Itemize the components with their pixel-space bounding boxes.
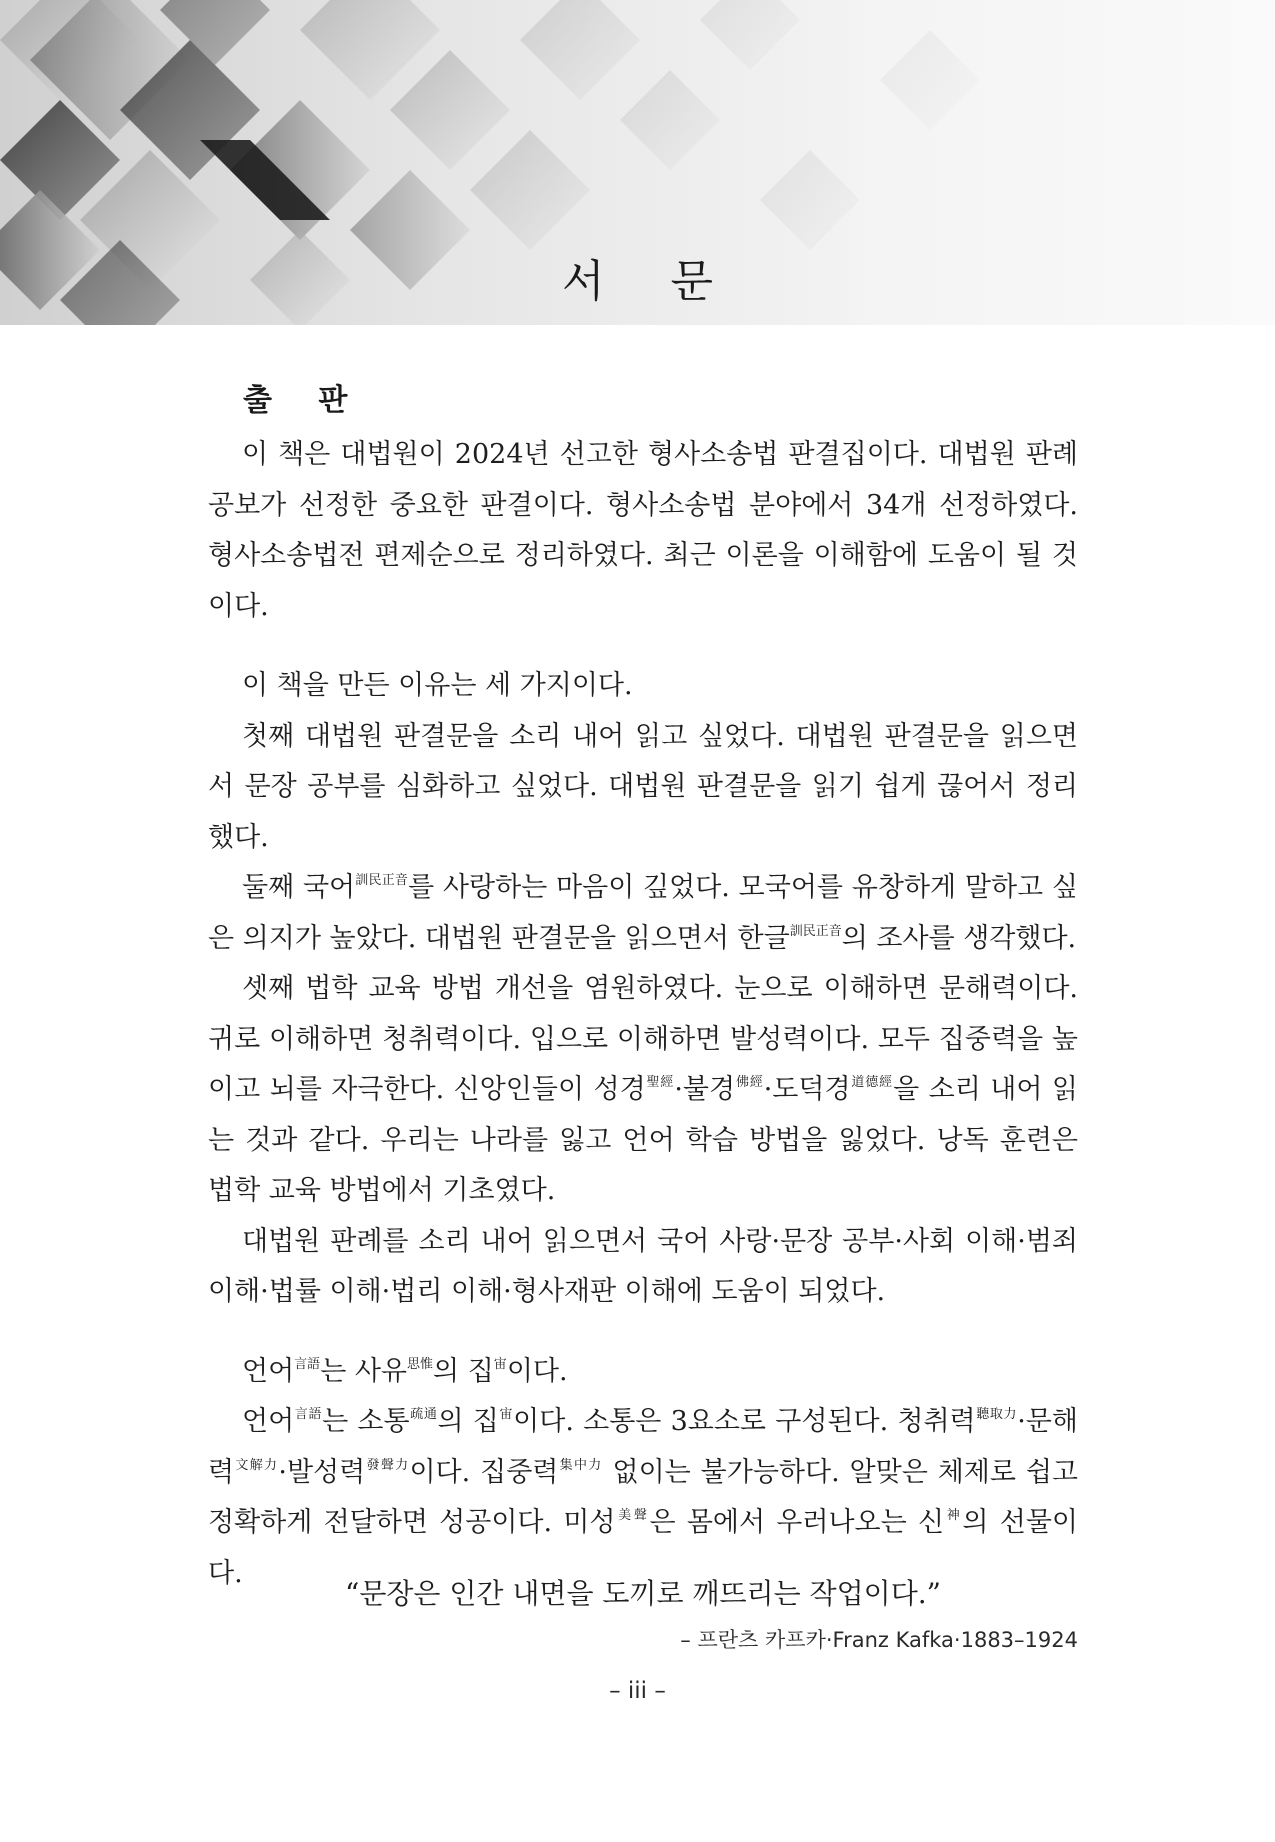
quote-attribution: – 프란츠 카프카·Franz Kafka·1883–1924 xyxy=(680,1628,1078,1652)
header-banner xyxy=(0,0,1275,325)
hanja-annotation: 宙 xyxy=(498,1407,514,1422)
paragraph-reason-second: 둘째 국어$^{訓民正音}$를 사랑하는 마음이 깊었다. 모국어를 유창하게 말하고 싶은 의지가 높았다. 대법원 판결문을 읽으면서 한글$^{訓民正音}$의 조사를 생각했다. xyxy=(208,872,1078,954)
hanja-annotation: 發聲力 xyxy=(365,1457,410,1473)
hanja-annotation: 訓民正音 xyxy=(789,923,842,939)
hanja-annotation: 言語 xyxy=(294,1407,323,1422)
hanja-annotation: 神 xyxy=(944,1508,963,1523)
paragraph-language-thought: 언어$^{言語}$는 사유$^{思惟}$의 집$^宙$이다. xyxy=(242,1355,568,1387)
paragraph-language-communication: 언어$^{言語}$는 소통$^{疏通}$의 집$^宙$이다. 소통은 3요소로 구성된다. 청취력$^{聽取力}$·문해력$^{文解力}$·발성력$^{發聲力}$이다. 집중력$^{集中力}$ 없이는 불가능하다. 알맞은 체제로 쉽고 정확하게 전달하면 성공이다. 미성$^{美聲}$은 몸에서 우러나오는 신$^神$의 선물이다. xyxy=(208,1406,1078,1589)
hanja-annotation: 聖經 xyxy=(645,1075,675,1090)
page-title: 서 문 xyxy=(562,256,739,307)
hanja-annotation: 疏通 xyxy=(409,1407,438,1422)
page-number: – iii – xyxy=(609,1678,666,1704)
hanja-annotation: 訓民正音 xyxy=(355,873,409,888)
hanja-annotation: 聽取力 xyxy=(975,1407,1018,1422)
section-heading: 출 판 xyxy=(243,383,366,418)
hanja-annotation: 宙 xyxy=(493,1356,507,1372)
paragraph-publication: 이 책은 대법원이 2024년 선고한 형사소송법 판결집이다. 대법원 판례공보가 선정한 중요한 판결이다. 형사소송법 분야에서 34개 선정하였다. 형사소송법전 편제순으로 정리하였다. 최근 이론을 이해함에 도움이 될 것이다. xyxy=(208,439,1078,622)
hanja-annotation: 言語 xyxy=(294,1356,321,1372)
hanja-annotation: 集中力 xyxy=(558,1457,603,1473)
paragraph-benefits: 대법원 판례를 소리 내어 읽으면서 국어 사랑·문장 공부·사회 이해·범죄 이해·법률 이해·법리 이해·형사재판 이해에 도움이 되었다. xyxy=(208,1225,1078,1307)
paragraph-reason-third: 셋째 법학 교육 방법 개선을 염원하였다. 눈으로 이해하면 문해력이다. 귀로 이해하면 청취력이다. 입으로 이해하면 발성력이다. 모두 집중력을 높이고 뇌를 자극한다. 신앙인들이 성경$^{聖經}$·불경$^{佛經}$·도덕경$^{道德經}$을 소리 내어 읽는 것과 같다. 우리는 나라를 잃고 언어 학습 방법을 잃었다. 낭독 훈련은 법학 교육 방법에서 기초였다. xyxy=(208,973,1078,1206)
body-text xyxy=(208,430,1078,1599)
paragraph-reason-first: 첫째 대법원 판결문을 소리 내어 읽고 싶었다. 대법원 판결문을 읽으면서 문장 공부를 심화하고 싶었다. 대법원 판결문을 읽기 쉽게 끊어서 정리했다. xyxy=(208,720,1078,853)
hanja-annotation: 思惟 xyxy=(407,1356,434,1372)
hanja-annotation: 文解力 xyxy=(234,1457,279,1473)
quote-text: “문장은 인간 내면을 도끼로 깨뜨리는 작업이다.” xyxy=(345,1577,941,1610)
paragraph-reasons-intro: 이 책을 만든 이유는 세 가지이다. xyxy=(242,670,633,701)
hanja-annotation: 美聲 xyxy=(615,1508,650,1523)
hanja-annotation: 佛經 xyxy=(735,1075,764,1090)
hanja-annotation: 道德經 xyxy=(850,1075,894,1090)
